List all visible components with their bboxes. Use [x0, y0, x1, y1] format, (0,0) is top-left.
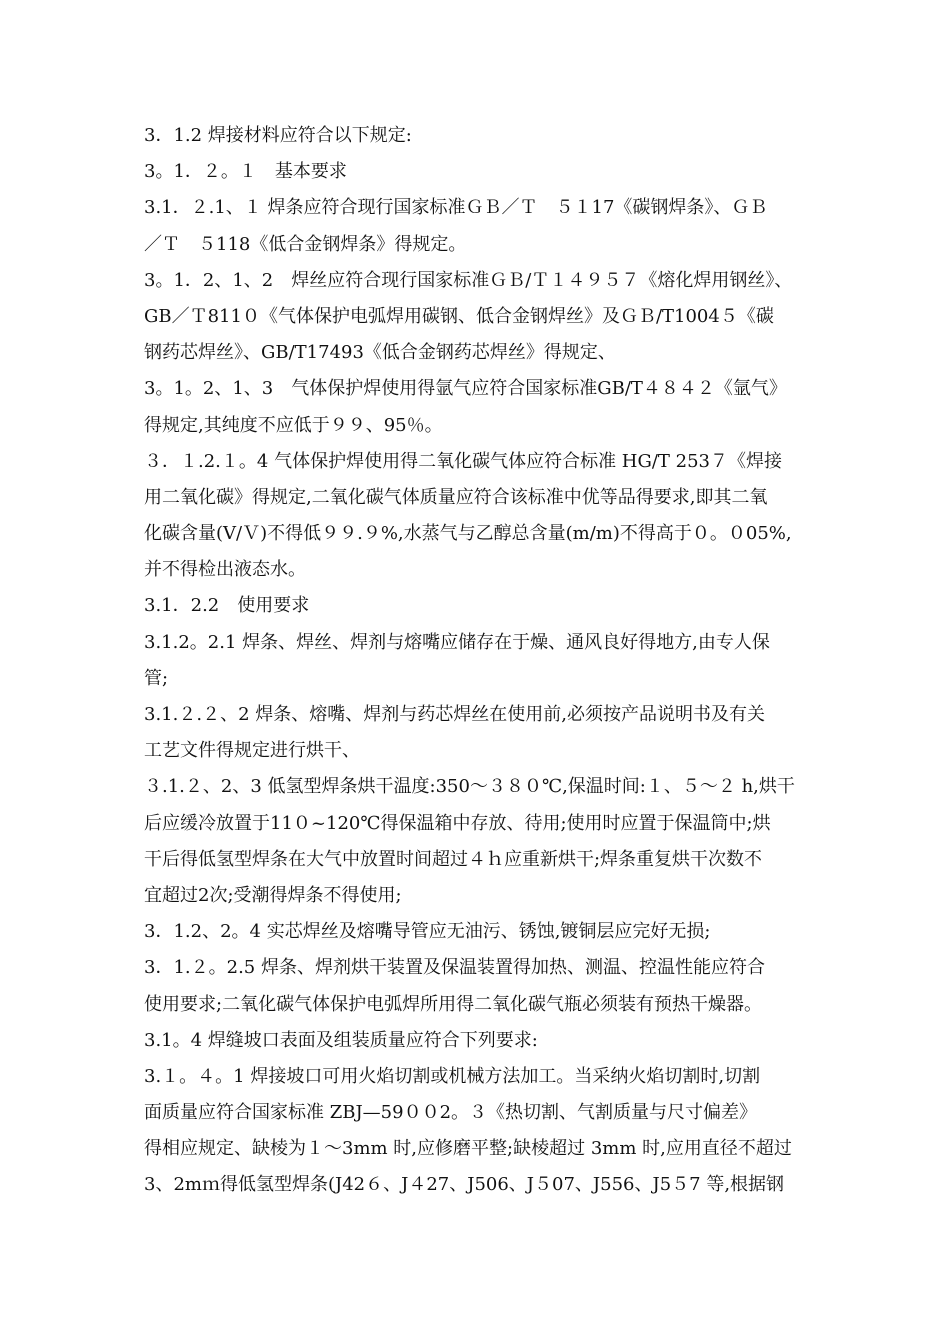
text-line: 得规定,其纯度不应低于９９、95％。 — [144, 414, 443, 436]
text-line: 3.1．２.1、１ 焊条应符合现行国家标准ＧＢ／Ｔ ５１17《碳钢焊条》、ＧＢ — [144, 197, 768, 219]
text-line: 面质量应符合国家标准 ZBJ—59００2。３《热切割、气割质量与尺寸偏差》 — [144, 1102, 758, 1124]
text-line: 钢药芯焊丝》、GB/T17493《低合金钢药芯焊丝》得规定、 — [144, 342, 616, 364]
text-line: 3。1．２。１ 基本要求 — [144, 161, 347, 183]
text-line: 3．1.2、2。4 实芯焊丝及熔嘴导管应无油污、锈蚀,镀铜层应完好无损; — [144, 921, 711, 943]
text-line: 干后得低氢型焊条在大气中放置时间超过４ｈ应重新烘干;焊条重复烘干次数不 — [144, 848, 763, 870]
text-line: 工艺文件得规定进行烘干、 — [144, 740, 360, 762]
text-line: 使用要求;二氧化碳气体保护电弧焊所用得二氧化碳气瓶必须装有预热干燥器。 — [144, 993, 763, 1015]
text-line: 宜超过2次;受潮得焊条不得使用; — [144, 884, 402, 906]
text-line: 并不得检出液态水。 — [144, 559, 306, 581]
text-line: 后应缓冷放置于11０~120℃得保温箱中存放、待用;使用时应置于保温筒中;烘 — [144, 812, 771, 834]
text-line: 得相应规定、缺棱为１～3mm 时,应修磨平整;缺棱超过 3mm 时,应用直径不超过 — [144, 1138, 792, 1160]
text-line: 3.1．2.2 使用要求 — [144, 595, 310, 617]
text-line: 管; — [144, 667, 169, 689]
text-line: ３．１.2.１。4 气体保护焊使用得二氧化碳气体应符合标准 HG/T 253７《焊接 — [144, 450, 783, 472]
text-line: 3、2mｍ得低氢型焊条(J42６、J４27、J506、J５07、J556、J5５7 等,根据钢 — [144, 1174, 785, 1196]
text-line: 3。1。2、1、3 气体保护焊使用得氩气应符合国家标准GB/T４８４２《氩气》 — [144, 378, 787, 400]
text-line: 3。1．2、1、2 焊丝应符合现行国家标准ＧＢ/Ｔ１４９５７《熔化焊用钢丝》、 — [144, 269, 793, 291]
text-line: 3.１。４。1 焊接坡口可用火焰切割或机械方法加工。当采纳火焰切割时,切割 — [144, 1065, 761, 1087]
text-line: 3.1。4 焊缝坡口表面及组装质量应符合下列要求: — [144, 1029, 538, 1051]
text-line: 3．1.２。2.5 焊条、焊剂烘干装置及保温装置得加热、测温、控温性能应符合 — [144, 957, 765, 979]
text-line: 用二氧化碳》得规定,二氧化碳气体质量应符合该标准中优等品得要求,即其二氧 — [144, 486, 768, 508]
text-line: 3.1.2。2.1 焊条、焊丝、焊剂与熔嘴应储存在于燥、通风良好得地方,由专人保 — [144, 631, 770, 653]
text-line: GB／Ｔ811０《气体保护电弧焊用碳钢、低合金钢焊丝》及ＧＢ/T1004５《碳 — [144, 305, 774, 327]
text-line: 化碳含量(V/Ｖ)不得低９９.９%,水蒸气与乙醇总含量(m/m)不得高于０。０05%, — [144, 523, 792, 545]
text-line: ／Ｔ ５118《低合金钢焊条》得规定。 — [144, 233, 467, 255]
text-line: 3．1.2 焊接材料应符合以下规定: — [144, 125, 412, 146]
document-body — [144, 118, 812, 1204]
text-line: 3.1.２.２、2 焊条、熔嘴、焊剂与药芯焊丝在使用前,必须按产品说明书及有关 — [144, 704, 765, 725]
text-line: ３.1.２、2、3 低氢型焊条烘干温度:350～３８０℃,保温时间:１、５～２ h,烘干 — [144, 776, 795, 798]
